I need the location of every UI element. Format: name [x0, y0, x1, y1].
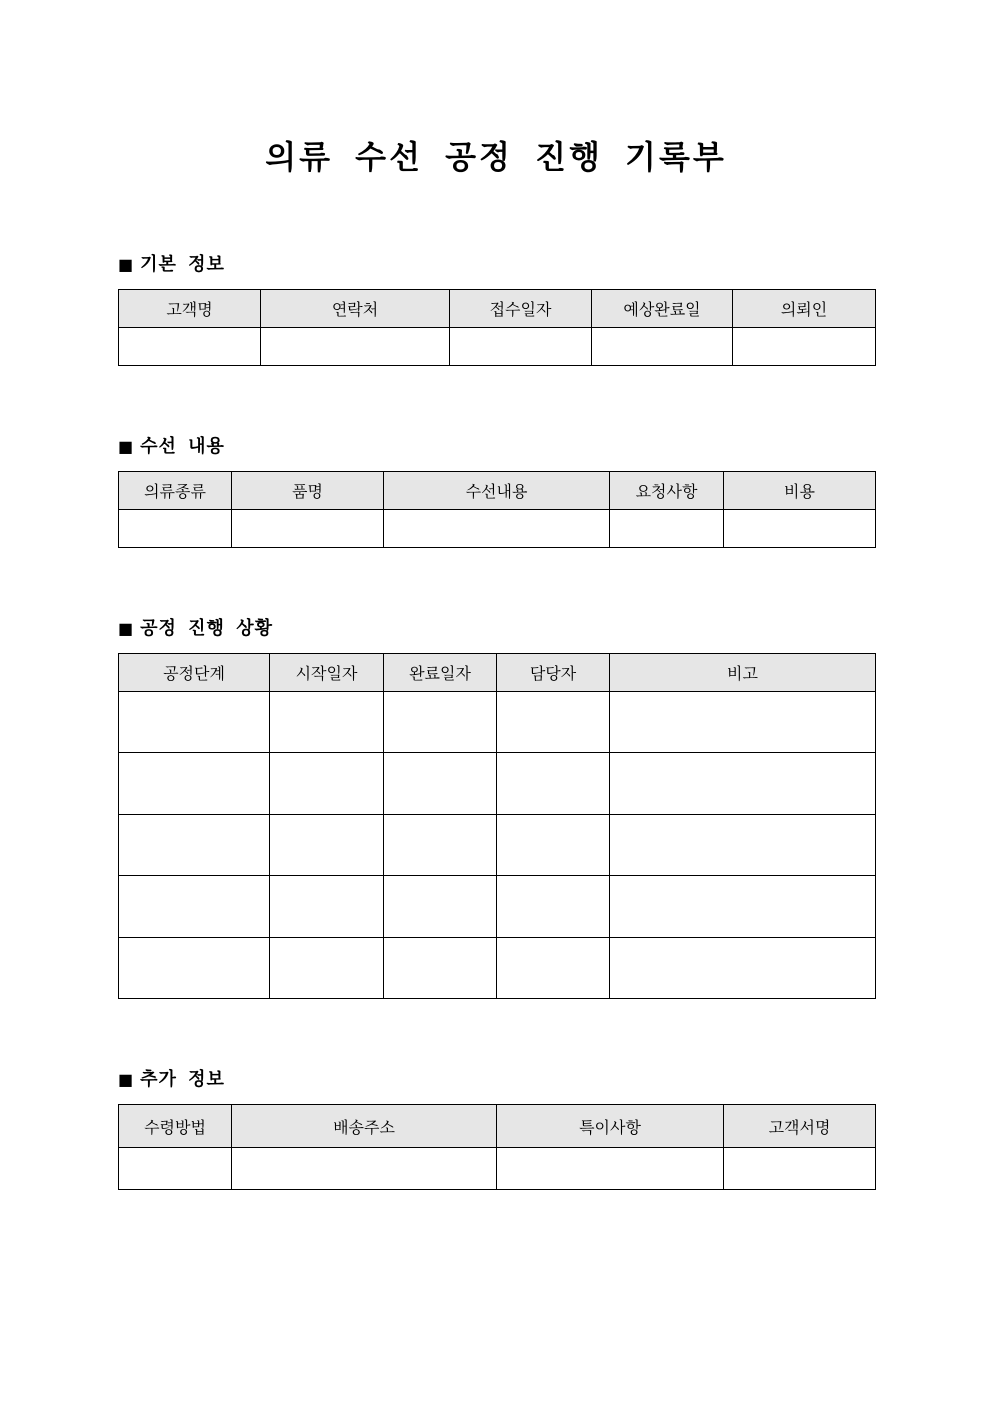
input-cell-requests[interactable] — [610, 510, 724, 548]
page-title: 의류 수선 공정 진행 기록부 — [265, 138, 727, 176]
input-cell-remarks[interactable] — [610, 815, 876, 876]
input-cell-process-step[interactable] — [119, 815, 270, 876]
input-cell-remarks[interactable] — [610, 692, 876, 753]
section-process-status — [118, 617, 875, 683]
input-cell-completion-date[interactable] — [384, 753, 497, 815]
additional-info-table — [118, 1104, 876, 1190]
process-status-table — [118, 653, 876, 999]
input-cell-completion-date[interactable] — [384, 692, 497, 753]
header-cell-assignee: 담당자 — [497, 654, 610, 692]
section-title: 공정 진행 상황 — [140, 618, 273, 639]
input-cell-requester[interactable] — [733, 328, 876, 366]
header-cell-requester: 의뢰인 — [733, 290, 876, 328]
input-cell-pickup-method[interactable] — [119, 1148, 232, 1190]
input-cell-process-step[interactable] — [119, 938, 270, 999]
table-row — [119, 753, 876, 815]
header-cell-process-step: 공정단계 — [119, 654, 270, 692]
section-basic-info — [118, 253, 875, 319]
header-cell-requests: 요청사항 — [610, 472, 724, 510]
square-bullet-icon: ■ — [118, 255, 135, 274]
input-cell-customer-name[interactable] — [119, 328, 261, 366]
section-heading-basic-info — [118, 253, 875, 277]
header-cell-special-notes: 특이사항 — [497, 1105, 724, 1148]
header-cell-shipping-address: 배송주소 — [232, 1105, 497, 1148]
header-cell-completion-date: 완료일자 — [384, 654, 497, 692]
input-cell-start-date[interactable] — [270, 692, 384, 753]
square-bullet-icon: ■ — [118, 1070, 135, 1089]
section-additional-info — [118, 1068, 875, 1137]
input-cell-assignee[interactable] — [497, 692, 610, 753]
header-row — [119, 472, 876, 510]
input-cell-remarks[interactable] — [610, 753, 876, 815]
header-cell-expected-completion: 예상완료일 — [592, 290, 733, 328]
square-bullet-icon: ■ — [118, 619, 135, 638]
input-cell-remarks[interactable] — [610, 938, 876, 999]
square-bullet-icon: ■ — [118, 437, 135, 456]
repair-content-table — [118, 471, 876, 548]
header-cell-pickup-method: 수령방법 — [119, 1105, 232, 1148]
section-repair-content — [118, 435, 875, 501]
header-cell-repair-details: 수선내용 — [384, 472, 610, 510]
input-cell-repair-details[interactable] — [384, 510, 610, 548]
input-cell-expected-completion[interactable] — [592, 328, 733, 366]
table-row — [119, 876, 876, 938]
table-row — [119, 938, 876, 999]
section-heading-additional-info — [118, 1068, 875, 1092]
header-cell-clothing-type: 의류종류 — [119, 472, 232, 510]
section-title: 기본 정보 — [140, 254, 225, 275]
header-cell-contact: 연락처 — [261, 290, 450, 328]
table-row — [119, 692, 876, 753]
header-cell-item-name: 품명 — [232, 472, 384, 510]
table-row — [119, 815, 876, 876]
header-cell-cost: 비용 — [724, 472, 876, 510]
section-title: 추가 정보 — [140, 1069, 225, 1090]
input-cell-received-date[interactable] — [450, 328, 592, 366]
input-cell-assignee[interactable] — [497, 938, 610, 999]
input-cell-assignee[interactable] — [497, 815, 610, 876]
input-cell-start-date[interactable] — [270, 938, 384, 999]
input-cell-process-step[interactable] — [119, 692, 270, 753]
input-cell-customer-signature[interactable] — [724, 1148, 876, 1190]
input-cell-clothing-type[interactable] — [119, 510, 232, 548]
header-cell-remarks: 비고 — [610, 654, 876, 692]
header-row — [119, 654, 876, 692]
section-heading-repair-content — [118, 435, 875, 459]
header-cell-received-date: 접수일자 — [450, 290, 592, 328]
input-cell-start-date[interactable] — [270, 753, 384, 815]
section-heading-process-status — [118, 617, 875, 641]
table-row — [119, 1148, 876, 1190]
table-row — [119, 510, 876, 548]
input-cell-contact[interactable] — [261, 328, 450, 366]
table-row — [119, 328, 876, 366]
input-cell-assignee[interactable] — [497, 876, 610, 938]
input-cell-remarks[interactable] — [610, 876, 876, 938]
input-cell-special-notes[interactable] — [497, 1148, 724, 1190]
header-row — [119, 290, 876, 328]
basic-info-table — [118, 289, 876, 366]
section-title: 수선 내용 — [140, 436, 225, 457]
input-cell-shipping-address[interactable] — [232, 1148, 497, 1190]
input-cell-cost[interactable] — [724, 510, 876, 548]
input-cell-assignee[interactable] — [497, 753, 610, 815]
input-cell-completion-date[interactable] — [384, 938, 497, 999]
input-cell-process-step[interactable] — [119, 876, 270, 938]
input-cell-process-step[interactable] — [119, 753, 270, 815]
input-cell-completion-date[interactable] — [384, 876, 497, 938]
input-cell-completion-date[interactable] — [384, 815, 497, 876]
input-cell-start-date[interactable] — [270, 815, 384, 876]
header-cell-customer-name: 고객명 — [119, 290, 261, 328]
header-cell-customer-signature: 고객서명 — [724, 1105, 876, 1148]
input-cell-start-date[interactable] — [270, 876, 384, 938]
input-cell-item-name[interactable] — [232, 510, 384, 548]
header-cell-start-date: 시작일자 — [270, 654, 384, 692]
header-row — [119, 1105, 876, 1148]
